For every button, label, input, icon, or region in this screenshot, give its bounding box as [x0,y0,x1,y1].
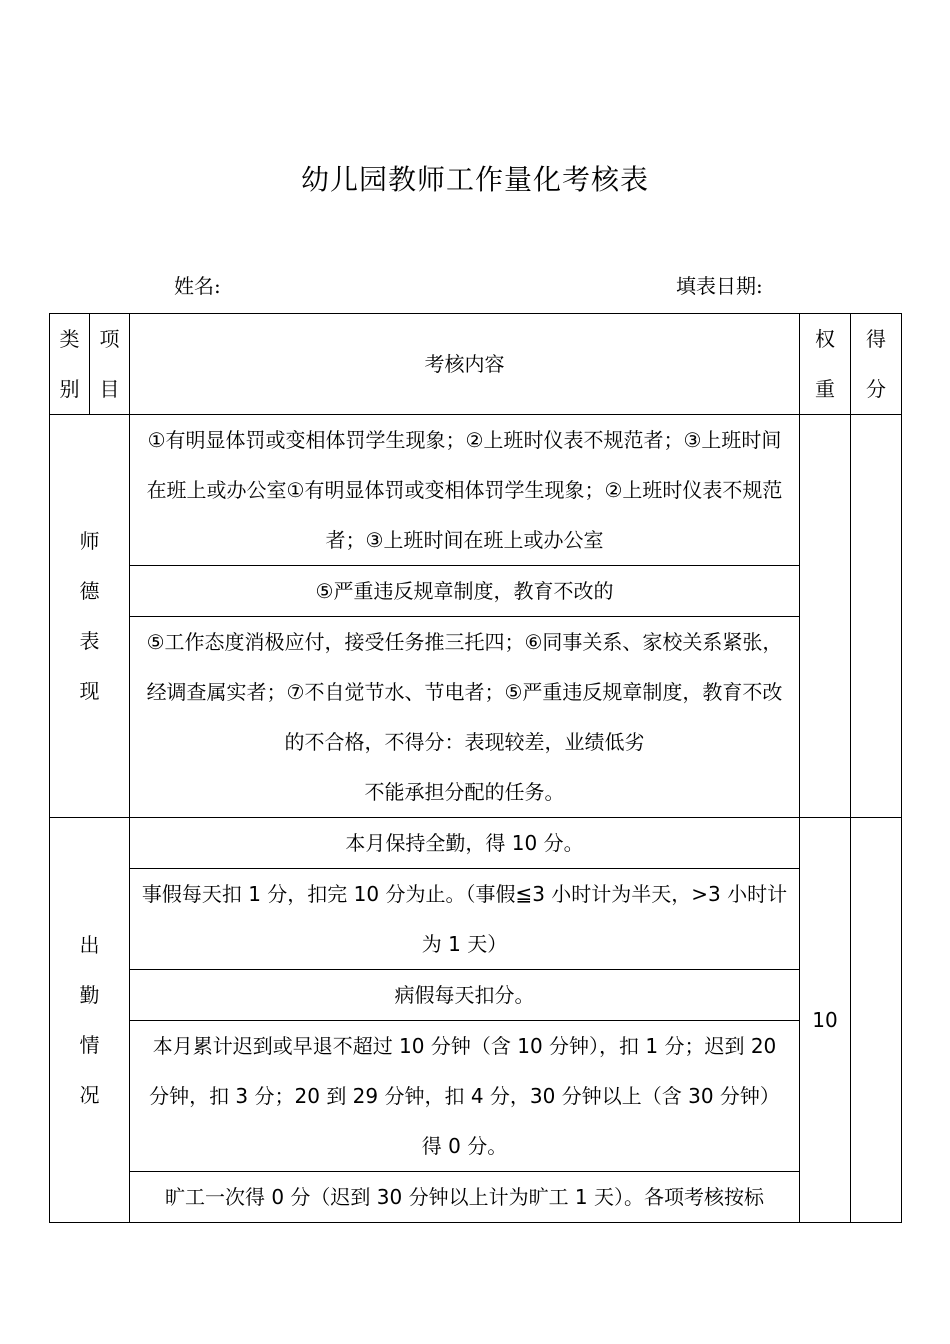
header-score: 得 分 [851,314,902,415]
category-attendance: 出 勤 情 况 [50,818,130,1223]
header-weight: 权 重 [800,314,851,415]
attendance-item-2: 事假每天扣 1 分，扣完 10 分为止。（事假≦3 小时计为半天，>3 小时计为 1 天） [130,869,800,970]
ethics-score [851,415,902,818]
table-row [50,970,902,1021]
attendance-weight: 10 [800,818,851,1223]
attendance-score [851,818,902,1223]
name-label: 姓名: [174,274,221,298]
ethics-item-1: ①有明显体罚或变相体罚学生现象；②上班时仪表不规范者；③上班时间在班上或办公室①有明显体罚或变相体罚学生现象；②上班时仪表不规范者；③上班时间在班上或办公室 [130,415,800,566]
table-row [50,869,902,970]
table-row [50,617,902,818]
table-row [50,1172,902,1223]
ethics-item-2: ⑤严重违反规章制度，教育不改的 [130,566,800,617]
header-content: 考核内容 [130,314,800,415]
attendance-item-3: 病假每天扣分。 [130,970,800,1021]
attendance-item-5: 旷工一次得 0 分（迟到 30 分钟以上计为旷工 1 天）。各项考核按标 [130,1172,800,1223]
attendance-item-1: 本月保持全勤，得 10 分。 [130,818,800,869]
attendance-item-4: 本月累计迟到或早退不超过 10 分钟（含 10 分钟），扣 1 分；迟到 20 分钟，扣 3 分；20 到 29 分钟，扣 4 分，30 分钟以上（含 30 分钟）得 0 分。 [130,1021,800,1172]
ethics-item-3: ⑤工作态度消极应付，接受任务推三托四；⑥同事关系、家校关系紧张，经调查属实者；⑦不自觉节水、节电者；⑤严重违反规章制度，教育不改的不合格，不得分：表现较差，业绩低劣 不能承担分配的任务。 [130,617,800,818]
assessment-table [49,313,902,1223]
page-title: 幼儿园教师工作量化考核表 [300,163,649,196]
table-row [50,415,902,566]
header-category: 类 别 [50,314,90,415]
table-row [50,1021,902,1172]
date-label: 填表日期: [676,274,763,298]
header-row [50,314,902,415]
table-row [50,566,902,617]
table-row [50,818,902,869]
ethics-weight [800,415,851,818]
category-ethics: 师 德 表 现 [50,415,130,818]
header-item: 项 目 [90,314,130,415]
